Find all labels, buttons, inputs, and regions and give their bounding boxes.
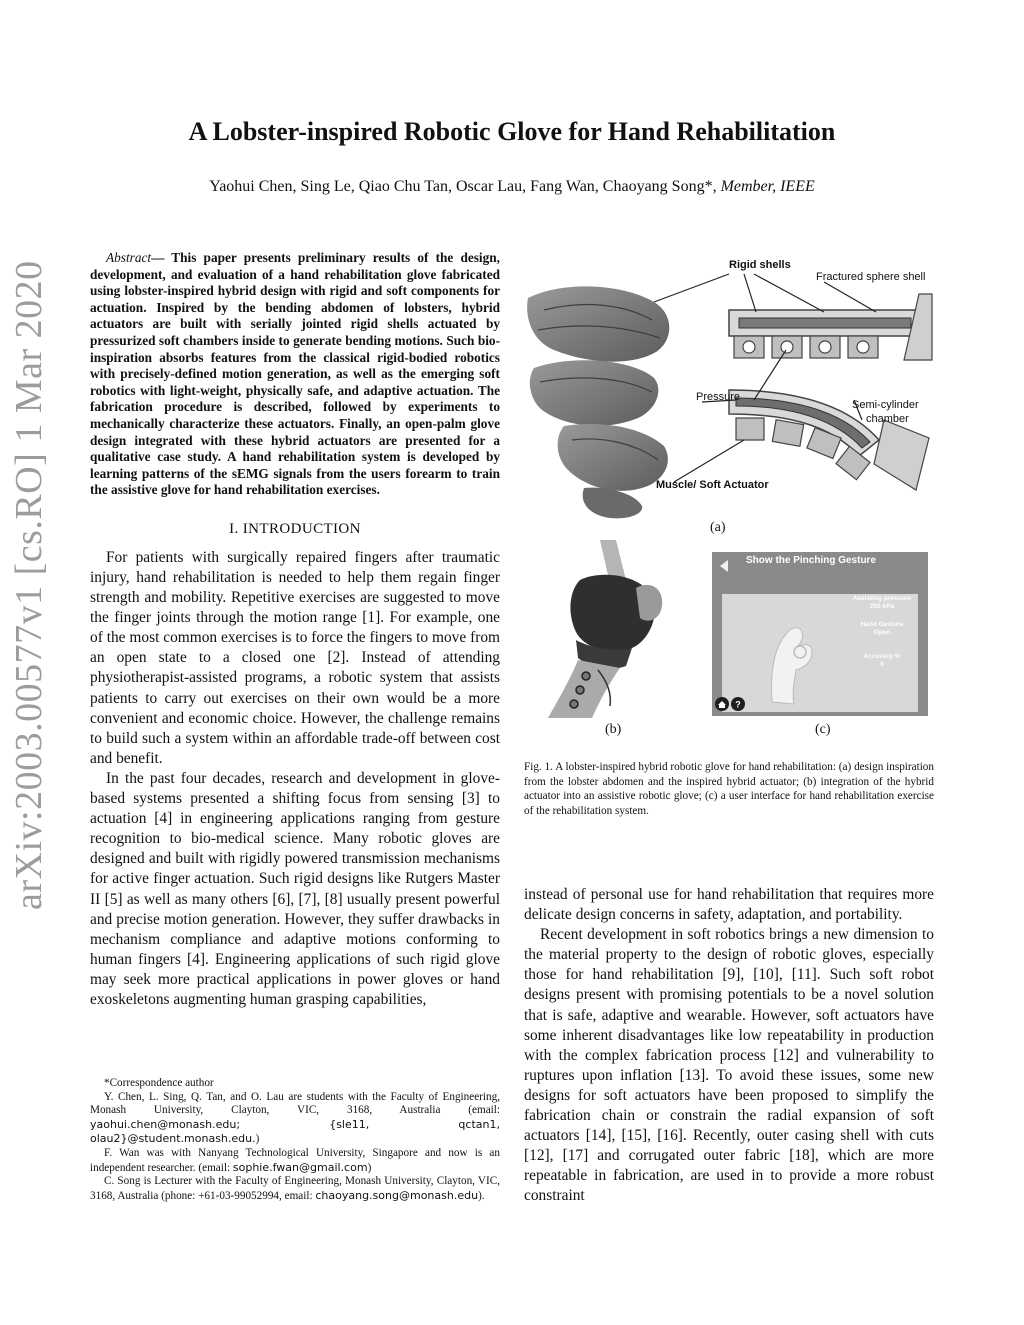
footnote-students-end: )	[255, 1133, 260, 1146]
footnote-correspondence: *Correspondence author	[104, 1077, 214, 1089]
right-paragraph-2: Recent development in soft robotics brings a new dimension to the material property to the design of robotic gloves, especially those for hand rehabilitation [9], [10], [11]. Such soft robot designs present with promising potentials to be a novel solution that is safe, adaptive and wearable. However, soft actuators have some inherent disadvantages like low repeatability in production with the complex fabrication process [12] and vulnerability to ruptures upon inflation [13]. To avoid these issues, some new designs for soft actuators have been proposed to simplify the fabrication chain or constrain the radial expansion of soft actuators [14], [15], [16]. Recently, outer casing shell with cuts [12], [17] and corrugated outer fabric [18], which are more repeatable in fabrication, are used in to provide a more robust constraint	[524, 926, 934, 1205]
footnotes	[90, 1077, 500, 1203]
help-icon[interactable]	[731, 697, 745, 711]
label-fractured-sphere-shell: Fractured sphere shell	[816, 271, 926, 283]
label-semi-cylinder: Semi-cylinder	[852, 399, 919, 411]
label-rigid-shells: Rigid shells	[729, 259, 791, 271]
footnote-wan-text: F. Wan was with Nanyang Technological University, Singapore and now is an independent researcher. (email:	[90, 1146, 500, 1174]
hand-gesture-value: Open	[873, 629, 891, 636]
assist-pressure-value: 250 kPa	[869, 603, 895, 610]
lobster-image	[527, 286, 669, 518]
section-heading-introduction: I. INTRODUCTION	[229, 520, 361, 537]
figure-panel-c	[712, 552, 928, 716]
label-muscle-soft-actuator: Muscle/ Soft Actuator	[656, 479, 769, 491]
intro-paragraph-1: For patients with surgically repaired fingers after traumatic injury, hand rehabilitation is needed to help them regain finger strength and mobility. Repetitive exercises are suggested to move the finger joints through the motion range [1]. For example, one of the most common exercises is to force the fingers to move from an open state to a closed one [2]. Instead of attending physiotherapist-assisted programs, a robotic system that assists patients to carry out exercises on their own would be a more convenient and economic choice. However, the challenge remains to build such a system within an affordable trade-off between cost and benefit.	[90, 548, 500, 767]
figure-caption: Fig. 1. A lobster-inspired hybrid robotic glove for hand rehabilitation: (a) design inspiration from the lobster abdomen and the inspired hybrid actuator; (b) integration of the hybrid actuator into an assistive robotic glove; (c) a user interface for hand rehabilitation exercise of the rehabilitation system.	[524, 761, 934, 817]
author-membership: Member, IEEE	[720, 178, 815, 195]
footnote-wan	[90, 1147, 500, 1175]
actuator-straight	[729, 294, 932, 360]
footnote-wan-email: sophie.fwan@gmail.com	[232, 1160, 368, 1174]
abstract-text: — This paper presents preliminary results of the design, development, and evaluation of a hand rehabilitation glove fabricated using lobster-inspired hybrid design with rigid and soft components for actuation. Inspired by the bending abdomen of lobsters, hybrid actuators are built with serially jointed rigid shells actuated by pressurized soft chambers inside to generate bending motions. Such bio-inspiration absorbs features from the classical rigid-bodied robotics with precisely-defined motion generation, as well as the emerging soft robotics with light-weight, physically safe, and adaptive actuation. The fabrication procedure is described, followed by experiments to mechanically characterize these actuators. Finally, an open-palm glove design integrated with these hybrid actuators are presented for a qualitative case study. A hand rehabilitation system is developed by learning patterns of the sEMG signals from the users forearm to train the assistive glove for hand rehabilitation exercises.	[90, 250, 500, 498]
label-pressure: Pressure	[696, 391, 741, 403]
footnote-students	[90, 1091, 500, 1147]
footnote-wan-end: )	[367, 1161, 372, 1174]
footnote-song-text: C. Song is Lecturer with the Faculty of Engineering, Monash University, Clayton, VIC, 3168, Australia (phone: +61-03-99052994, email:	[90, 1175, 500, 1202]
label-chamber: chamber	[866, 413, 909, 425]
panel-label-a: (a)	[710, 520, 726, 535]
figure-panel-a	[524, 250, 934, 520]
abstract-lead: Abstract	[106, 250, 152, 265]
figure-panel-b	[540, 540, 690, 720]
panel-label-c: (c)	[815, 722, 831, 737]
right-column	[524, 885, 934, 1207]
paper-title: A Lobster-inspired Robotic Glove for Hand Rehabilitation	[188, 117, 836, 146]
abstract	[90, 250, 500, 499]
home-icon[interactable]	[715, 697, 729, 711]
left-column	[90, 250, 500, 1010]
ui-title: Show the Pinching Gesture	[746, 555, 877, 566]
panel-label-b: (b)	[605, 722, 622, 737]
footnote-students-text: Y. Chen, L. Sing, Q. Tan, and O. Lau are students with the Faculty of Engineering, Monash University, Clayton, VIC, 3168, Australia (email:	[90, 1090, 500, 1117]
right-paragraph-1: instead of personal use for hand rehabilitation that requires more delicate design concerns in safety, adaptation, and portability.	[524, 886, 934, 924]
svg-text:?: ?	[735, 699, 741, 710]
footnote-students-email: yaohui.chen@monash.edu; {sle11, qctan1, olau2}@student.monash.edu.	[90, 1117, 500, 1146]
glove-hand-image	[548, 540, 662, 718]
footnote-song-end: ).	[478, 1189, 485, 1202]
intro-paragraph-2: In the past four decades, research and development in glove-based systems presented a shifting focus from sensing [3] to actuation [4] in engineering applications ranging from gesture recognition to bio-medical science. Many robotic gloves are designed and built with rigidly powered transmission mechanisms for active finger actuation. Such rigid designs like Rutgers Master II [5] as well as many others [6], [7], [8] usually present powerful and precise motion generation. However, they suffer drawbacks in mechanism compliance and adaptive motions conforming to human fingers [4]. Engineering applications of such rigid glove may seek more practical applications in power gloves or hand exoskeletons augmenting human grasping capabilities,	[90, 769, 500, 1008]
arxiv-identifier: arXiv:2003.00577v1 [cs.RO] 1 Mar 2020	[8, 260, 50, 910]
footnote-song	[90, 1175, 500, 1203]
author-names: Yaohui Chen, Sing Le, Qiao Chu Tan, Oscar Lau, Fang Wan, Chaoyang Song*,	[209, 178, 721, 195]
accuracy-label: Accuracy %	[863, 653, 901, 660]
annotation-lines	[654, 274, 876, 482]
hand-gesture-label: Hand Gesture	[860, 621, 904, 628]
accuracy-value: 0	[880, 661, 884, 668]
author-list	[90, 178, 934, 196]
assist-pressure-label: Assisting pressure	[852, 595, 912, 602]
footnote-song-email: chaoyang.song@monash.edu	[315, 1188, 479, 1202]
